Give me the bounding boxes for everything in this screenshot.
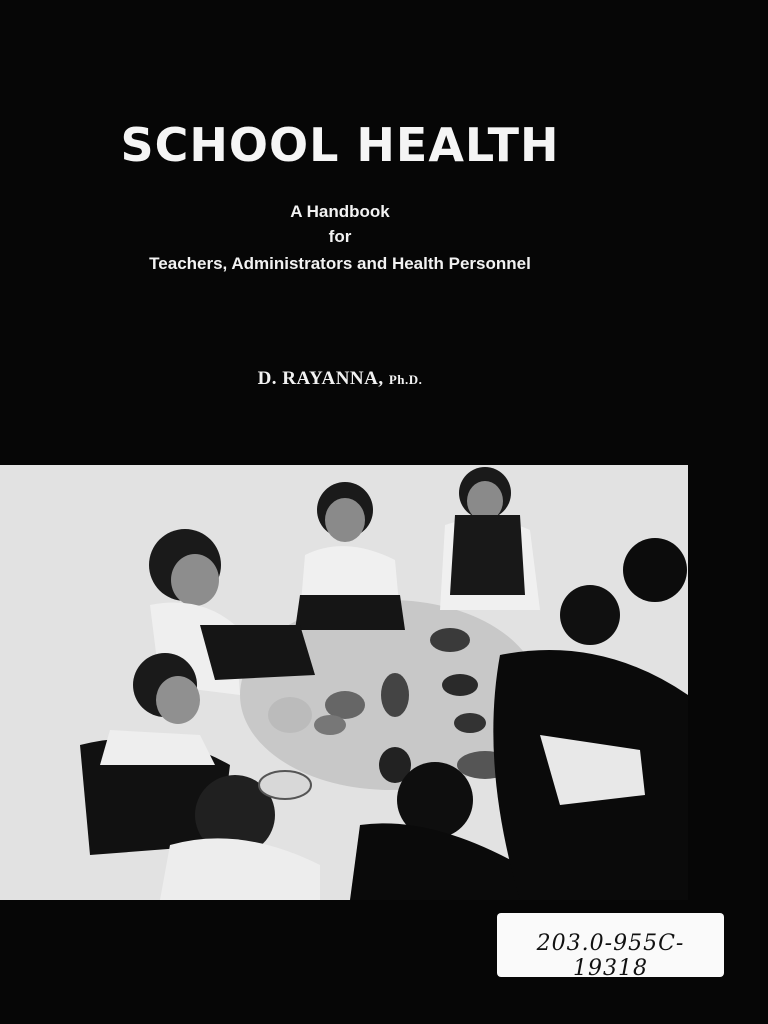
children-meal-photo xyxy=(0,465,688,900)
subtitle-audience: Teachers, Administrators and Health Personnel xyxy=(149,254,531,273)
library-label-text: 203.0-955C- 19318 xyxy=(536,931,685,981)
author-degree: Ph.D. xyxy=(388,372,423,387)
cover-photo xyxy=(0,465,688,900)
subtitle-for: for xyxy=(328,227,352,246)
subtitle-handbook: A Handbook xyxy=(290,202,390,221)
library-label-sticker xyxy=(497,913,724,981)
book-title: SCHOOL HEALTH xyxy=(120,118,560,172)
author-line xyxy=(0,368,680,390)
author-name: D. RAYANNA, xyxy=(257,368,384,389)
